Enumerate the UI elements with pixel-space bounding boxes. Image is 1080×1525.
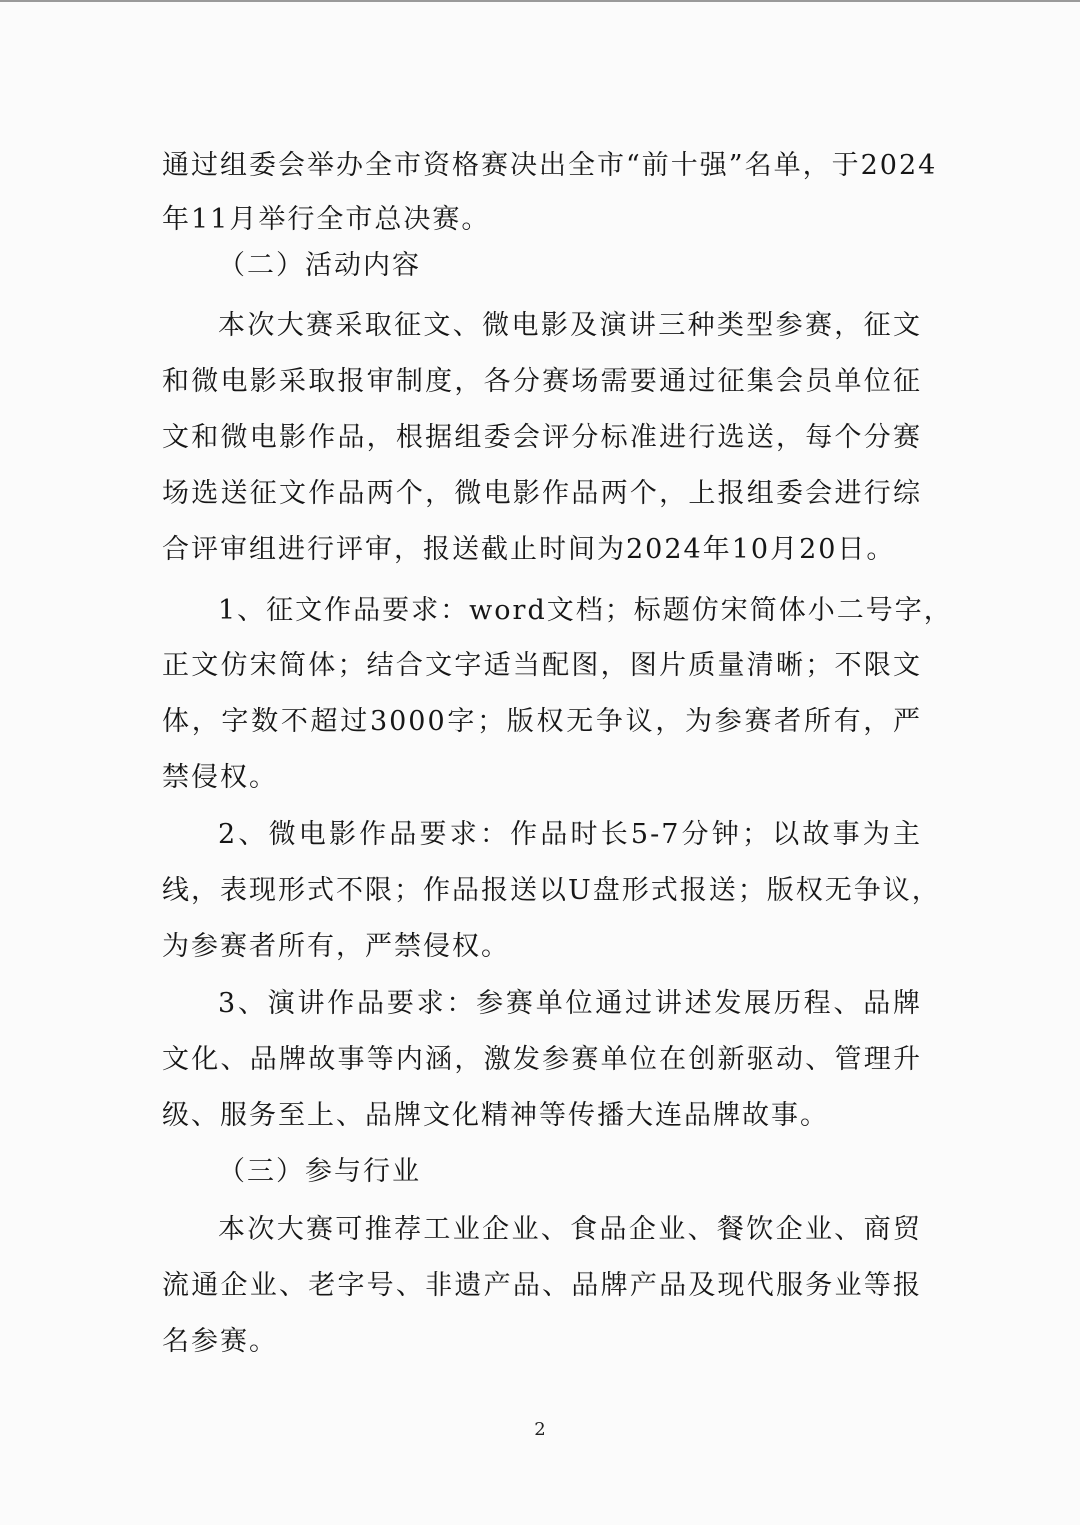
section-heading-activity-content: （二）活动内容 [218,250,421,281]
page-number: 2 [534,1419,546,1440]
paragraph-line-11: 禁侵权。 [162,762,278,793]
paragraph-line-2: 年11月举行全市总决赛。 [162,204,491,235]
paragraph-line-3: 本次大赛采取征文、微电影及演讲三种类型参赛，征文 [218,310,922,341]
paragraph-line-10: 体，字数不超过3000字；版权无争议，为参赛者所有，严 [162,706,922,737]
paragraph-line-19: 流通企业、老字号、非遗产品、品牌产品及现代服务业等报 [162,1270,922,1301]
section-heading-industries: （三）参与行业 [218,1156,421,1187]
paragraph-line-9: 正文仿宋简体；结合文字适当配图，图片质量清晰；不限文 [162,650,922,681]
paragraph-line-14: 为参赛者所有，严禁侵权。 [162,931,510,962]
paragraph-line-7: 合评审组进行评审，报送截止时间为2024年10月20日。 [162,534,896,565]
paragraph-line-13: 线，表现形式不限；作品报送以U盘形式报送；版权无争议， [162,875,941,906]
paragraph-line-1: 通过组委会举办全市资格赛决出全市“前十强”名单，于2024 [162,150,938,181]
paragraph-line-12: 2、微电影作品要求：作品时长5-7分钟；以故事为主 [218,819,922,850]
paragraph-line-5: 文和微电影作品，根据组委会评分标准进行选送，每个分赛 [162,422,922,453]
paragraph-line-20: 名参赛。 [162,1326,278,1357]
paragraph-line-17: 级、服务至上、品牌文化精神等传播大连品牌故事。 [162,1100,829,1131]
scan-top-edge [0,0,1080,2]
paragraph-line-16: 文化、品牌故事等内涵，激发参赛单位在创新驱动、管理升 [162,1044,922,1075]
paragraph-line-15: 3、演讲作品要求：参赛单位通过讲述发展历程、品牌 [218,988,922,1019]
paragraph-line-4: 和微电影采取报审制度，各分赛场需要通过征集会员单位征 [162,366,922,397]
paragraph-line-18: 本次大赛可推荐工业企业、食品企业、餐饮企业、商贸 [218,1214,922,1245]
paragraph-line-8: 1、征文作品要求：word文档；标题仿宋简体小二号字， [218,595,953,626]
paragraph-line-6: 场选送征文作品两个，微电影作品两个，上报组委会进行综 [162,478,922,509]
